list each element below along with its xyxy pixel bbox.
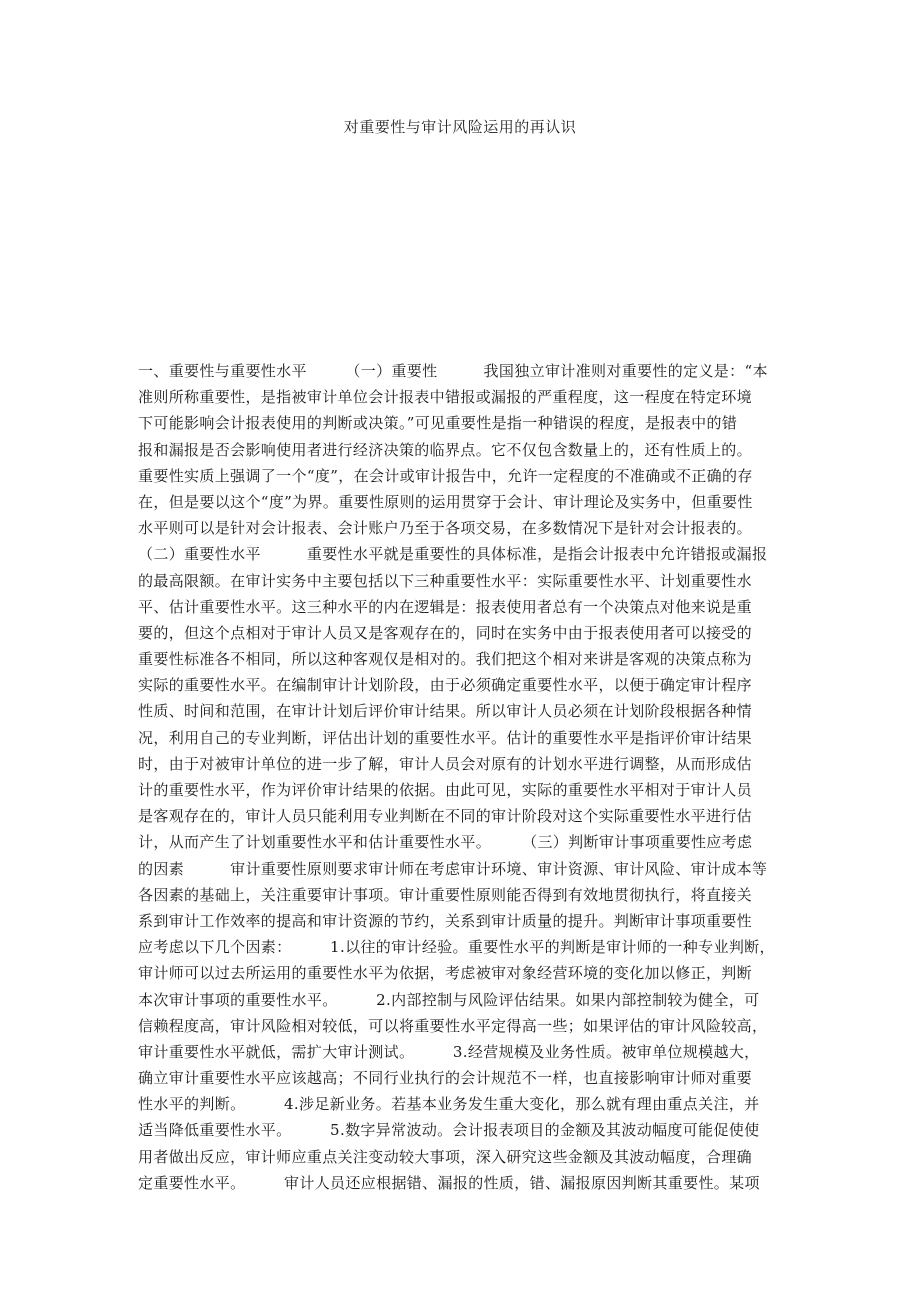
body-line: 重要性标准各不相同，所以这种客观仅是相对的。我们把这个相对来讲是客观的决策点称为 <box>138 650 753 669</box>
body-line: 信赖程度高，审计风险相对较低，可以将重要性水平定得高一些；如果评估的审计风险较高， <box>138 1016 768 1035</box>
body-line: 性质、时间和范围，在审计计划后评价审计结果。所以审计人员必须在计划阶段根据各种情 <box>138 702 753 721</box>
body-line: 应考虑以下几个因素： 1.以往的审计经验。重要性水平的判断是审计师的一种专业判断， <box>138 938 775 957</box>
body-line: 重要性实质上强调了一个“度”，在会计或审计报告中，允许一定程度的不准确或不正确的存 <box>138 466 753 485</box>
body-line: 审计师可以过去所运用的重要性水平为依据，考虑被审对象经营环境的变化加以修正，判断 <box>138 964 753 983</box>
document-title: 对重要性与审计风险运用的再认识 <box>343 118 577 136</box>
body-line: 要的，但这个点相对于审计人员又是客观存在的，同时在实务中由于报表使用者可以接受的 <box>138 623 753 642</box>
body-line: 准则所称重要性，是指被审计单位会计报表中错报或漏报的严重程度，这一程度在特定环境 <box>138 388 753 407</box>
document-body <box>138 358 788 1196</box>
body-line: 的最高限额。在审计实务中主要包括以下三种重要性水平：实际重要性水平、计划重要性水 <box>138 571 753 590</box>
body-line: （二）重要性水平 重要性水平就是重要性的具体标准，是指会计报表中允许错报或漏报 <box>138 545 768 564</box>
body-line: 况，利用自己的专业判断，评估出计划的重要性水平。估计的重要性水平是指评价审计结果 <box>138 728 753 747</box>
body-line: 时，由于对被审计单位的进一步了解，审计人员会对原有的计划水平进行调整，从而形成估 <box>138 754 753 773</box>
body-line: 报和漏报是否会影响使用者进行经济决策的临界点。它不仅包含数量上的，还有性质上的。 <box>138 440 753 459</box>
body-line: 水平则可以是针对会计报表、会计账户乃至于各项交易，在多数情况下是针对会计报表的。 <box>138 519 753 538</box>
body-line: 适当降低重要性水平。 5.数字异常波动。会计报表项目的金额及其波动幅度可能促使使 <box>138 1121 760 1140</box>
body-line: 实际的重要性水平。在编制审计计划阶段，由于必须确定重要性水平，以便于确定审计程序 <box>138 676 753 695</box>
body-line: 定重要性水平。 审计人员还应根据错、漏报的性质，错、漏报原因判断其重要性。某项 <box>138 1173 760 1192</box>
body-line: 系到审计工作效率的提高和审计资源的节约，关系到审计质量的提升。判断审计事项重要性 <box>138 911 753 930</box>
body-line: 计的重要性水平，作为评价审计结果的依据。由此可见，实际的重要性水平相对于审计人员 <box>138 781 753 799</box>
body-line: 下可能影响会计报表使用的判断或决策。”可见重要性是指一种错误的程度，是报表中的错 <box>138 414 738 433</box>
body-line: 的因素 审计重要性原则要求审计师在考虑审计环境、审计资源、审计风险、审计成本等 <box>138 859 768 878</box>
body-line: 本次审计事项的重要性水平。 2.内部控制与风险评估结果。如果内部控制较为健全，可 <box>138 990 760 1009</box>
body-line: 确立审计重要性水平应该越高；不同行业执行的会计规范不一样，也直接影响审计师对重要 <box>138 1069 753 1088</box>
body-line: 平、估计重要性水平。这三种水平的内在逻辑是：报表使用者总有一个决策点对他来说是重 <box>138 597 753 616</box>
body-line: 各因素的基础上，关注重要审计事项。审计重要性原则能否得到有效地贯彻执行，将直接关 <box>138 885 753 904</box>
body-line: 审计重要性水平就低，需扩大审计测试。 3.经营规模及业务性质。被审单位规模越大， <box>138 1042 760 1061</box>
body-line: 一、重要性与重要性水平 （一）重要性 我国独立审计准则对重要性的定义是：“本 <box>138 362 768 380</box>
body-line: 计，从而产生了计划重要性水平和估计重要性水平。 （三）判断审计事项重要性应考虑 <box>138 833 753 852</box>
body-line: 是客观存在的，审计人员只能利用专业判断在不同的审计阶段对这个实际重要性水平进行估 <box>138 807 753 826</box>
body-line: 用者做出反应，审计师应重点关注变动较大事项，深入研究这些金额及其波动幅度，合理确 <box>138 1147 753 1166</box>
body-line: 性水平的判断。 4.涉足新业务。若基本业务发生重大变化，那么就有理由重点关注，并 <box>138 1095 760 1114</box>
body-line: 在，但是要以这个“度”为界。重要性原则的运用贯穿于会计、审计理论及实务中，但重要性 <box>138 492 753 511</box>
